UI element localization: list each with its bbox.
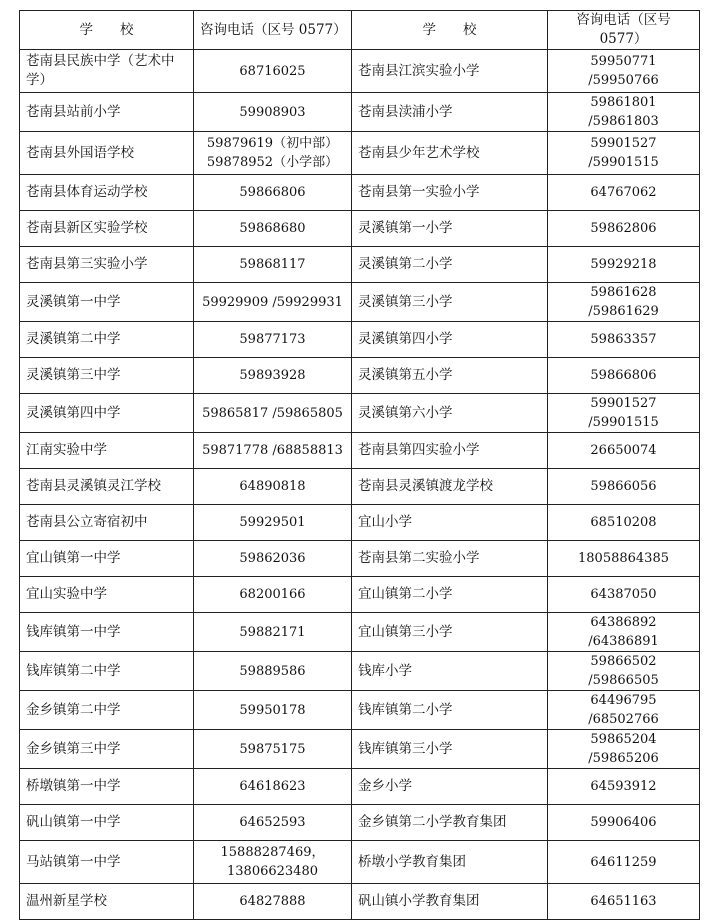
left-phone-cell: 68716025 [194, 50, 352, 93]
table-row [20, 577, 700, 613]
header-school-right: 学 校 [352, 11, 548, 50]
left-phone-cell: 59868117 [194, 247, 352, 283]
left-school-cell: 苍南县站前小学 [20, 93, 194, 132]
right-phone-cell: 64387050 [548, 577, 700, 613]
right-phone-cell: 59906406 [548, 805, 700, 841]
left-phone-cell: 59862036 [194, 541, 352, 577]
right-school-cell: 苍南县渎浦小学 [352, 93, 548, 132]
right-school-cell: 苍南县第一实验小学 [352, 175, 548, 211]
right-phone-cell: 59866806 [548, 358, 700, 394]
left-phone-cell: 59929909 /59929931 [194, 283, 352, 322]
left-school-cell: 金乡镇第二中学 [20, 691, 194, 730]
left-phone-cell: 59866806 [194, 175, 352, 211]
table-body [20, 50, 700, 920]
right-school-cell: 钱库镇第三小学 [352, 730, 548, 769]
right-phone-cell: 26650074 [548, 433, 700, 469]
left-phone-cell: 64652593 [194, 805, 352, 841]
left-school-cell: 桥墩镇第一中学 [20, 769, 194, 805]
table-row [20, 50, 700, 93]
left-school-cell: 宜山实验中学 [20, 577, 194, 613]
right-school-cell: 宜山小学 [352, 505, 548, 541]
table-row [20, 322, 700, 358]
right-phone-cell: 59863357 [548, 322, 700, 358]
header-school-left: 学 校 [20, 11, 194, 50]
left-phone-cell: 64890818 [194, 469, 352, 505]
right-phone-cell: 68510208 [548, 505, 700, 541]
left-phone-cell: 68200166 [194, 577, 352, 613]
right-school-cell: 苍南县少年艺术学校 [352, 132, 548, 175]
left-school-cell: 钱库镇第二中学 [20, 652, 194, 691]
right-phone-cell: 64386892 /64386891 [548, 613, 700, 652]
left-phone-cell: 59871778 /68858813 [194, 433, 352, 469]
left-phone-cell: 59889586 [194, 652, 352, 691]
right-school-cell: 宜山镇第二小学 [352, 577, 548, 613]
right-phone-cell: 64767062 [548, 175, 700, 211]
table-row [20, 132, 700, 175]
table-row [20, 211, 700, 247]
phone-line: 59878952（小学部） [206, 155, 339, 170]
right-school-cell: 灵溪镇第五小学 [352, 358, 548, 394]
table-header-row [20, 11, 700, 50]
left-school-cell: 苍南县公立寄宿初中 [20, 505, 194, 541]
table-row [20, 541, 700, 577]
table-row [20, 175, 700, 211]
left-phone-cell: 59865817 /59865805 [194, 394, 352, 433]
right-school-cell: 钱库小学 [352, 652, 548, 691]
right-school-cell: 宜山镇第三小学 [352, 613, 548, 652]
right-school-cell: 矾山镇小学教育集团 [352, 884, 548, 920]
left-phone-cell: 59929501 [194, 505, 352, 541]
left-school-cell: 矾山镇第一中学 [20, 805, 194, 841]
left-school-cell: 灵溪镇第二中学 [20, 322, 194, 358]
table-row [20, 841, 700, 884]
header-phone-left: 咨询电话（区号 0577） [194, 11, 352, 50]
left-school-cell: 苍南县外国语学校 [20, 132, 194, 175]
right-school-cell: 灵溪镇第二小学 [352, 247, 548, 283]
table-row [20, 358, 700, 394]
left-school-cell: 宜山镇第一中学 [20, 541, 194, 577]
left-phone-cell: 59875175 [194, 730, 352, 769]
left-phone-cell [194, 132, 352, 175]
right-school-cell: 灵溪镇第六小学 [352, 394, 548, 433]
left-school-cell: 江南实验中学 [20, 433, 194, 469]
right-school-cell: 金乡小学 [352, 769, 548, 805]
phone-line: 59879619（初中部） [206, 136, 339, 151]
left-phone-cell: 59868680 [194, 211, 352, 247]
right-school-cell: 钱库镇第二小学 [352, 691, 548, 730]
table-row [20, 613, 700, 652]
right-phone-cell: 59929218 [548, 247, 700, 283]
table-row [20, 769, 700, 805]
table-row [20, 469, 700, 505]
right-phone-cell: 59861628 /59861629 [548, 283, 700, 322]
left-phone-cell: 59950178 [194, 691, 352, 730]
left-phone-cell: 59893928 [194, 358, 352, 394]
left-school-cell: 灵溪镇第四中学 [20, 394, 194, 433]
left-school-cell: 苍南县民族中学（艺术中学） [20, 50, 194, 93]
right-phone-cell: 59950771 /59950766 [548, 50, 700, 93]
right-phone-cell: 18058864385 [548, 541, 700, 577]
left-school-cell: 苍南县第三实验小学 [20, 247, 194, 283]
phone-line: 13806623480 [227, 864, 318, 879]
table-row [20, 433, 700, 469]
left-phone-cell: 59882171 [194, 613, 352, 652]
table-row [20, 884, 700, 920]
left-phone-cell: 64618623 [194, 769, 352, 805]
left-phone-cell: 59877173 [194, 322, 352, 358]
right-phone-cell: 59901527 /59901515 [548, 132, 700, 175]
right-phone-cell: 64611259 [548, 841, 700, 884]
left-school-cell: 苍南县灵溪镇灵江学校 [20, 469, 194, 505]
right-phone-cell: 64593912 [548, 769, 700, 805]
right-phone-cell: 59866502 /59866505 [548, 652, 700, 691]
left-phone-cell: 64827888 [194, 884, 352, 920]
table-row [20, 93, 700, 132]
left-school-cell: 马站镇第一中学 [20, 841, 194, 884]
right-phone-cell: 59901527 /59901515 [548, 394, 700, 433]
left-school-cell: 苍南县新区实验学校 [20, 211, 194, 247]
left-school-cell: 温州新星学校 [20, 884, 194, 920]
left-phone-cell: 59908903 [194, 93, 352, 132]
right-school-cell: 灵溪镇第一小学 [352, 211, 548, 247]
phone-line: 15888287469， [220, 845, 325, 860]
table-row [20, 730, 700, 769]
right-phone-cell: 64496795 /68502766 [548, 691, 700, 730]
left-phone-cell [194, 841, 352, 884]
school-contact-table [19, 10, 700, 920]
right-school-cell: 苍南县江滨实验小学 [352, 50, 548, 93]
left-school-cell: 钱库镇第一中学 [20, 613, 194, 652]
right-school-cell: 灵溪镇第四小学 [352, 322, 548, 358]
table-row [20, 394, 700, 433]
right-phone-cell: 59861801 /59861803 [548, 93, 700, 132]
right-phone-cell: 59865204 /59865206 [548, 730, 700, 769]
table-row [20, 505, 700, 541]
right-phone-cell: 59862806 [548, 211, 700, 247]
right-school-cell: 苍南县第二实验小学 [352, 541, 548, 577]
table-row [20, 247, 700, 283]
left-school-cell: 灵溪镇第一中学 [20, 283, 194, 322]
right-phone-cell: 64651163 [548, 884, 700, 920]
table-row [20, 691, 700, 730]
right-school-cell: 桥墩小学教育集团 [352, 841, 548, 884]
right-school-cell: 苍南县灵溪镇渡龙学校 [352, 469, 548, 505]
left-school-cell: 灵溪镇第三中学 [20, 358, 194, 394]
right-school-cell: 灵溪镇第三小学 [352, 283, 548, 322]
right-school-cell: 苍南县第四实验小学 [352, 433, 548, 469]
right-phone-cell: 59866056 [548, 469, 700, 505]
right-school-cell: 金乡镇第二小学教育集团 [352, 805, 548, 841]
table-row [20, 283, 700, 322]
table-row [20, 652, 700, 691]
table-row [20, 805, 700, 841]
left-school-cell: 金乡镇第三中学 [20, 730, 194, 769]
header-phone-right: 咨询电话（区号 0577） [548, 11, 700, 50]
left-school-cell: 苍南县体育运动学校 [20, 175, 194, 211]
